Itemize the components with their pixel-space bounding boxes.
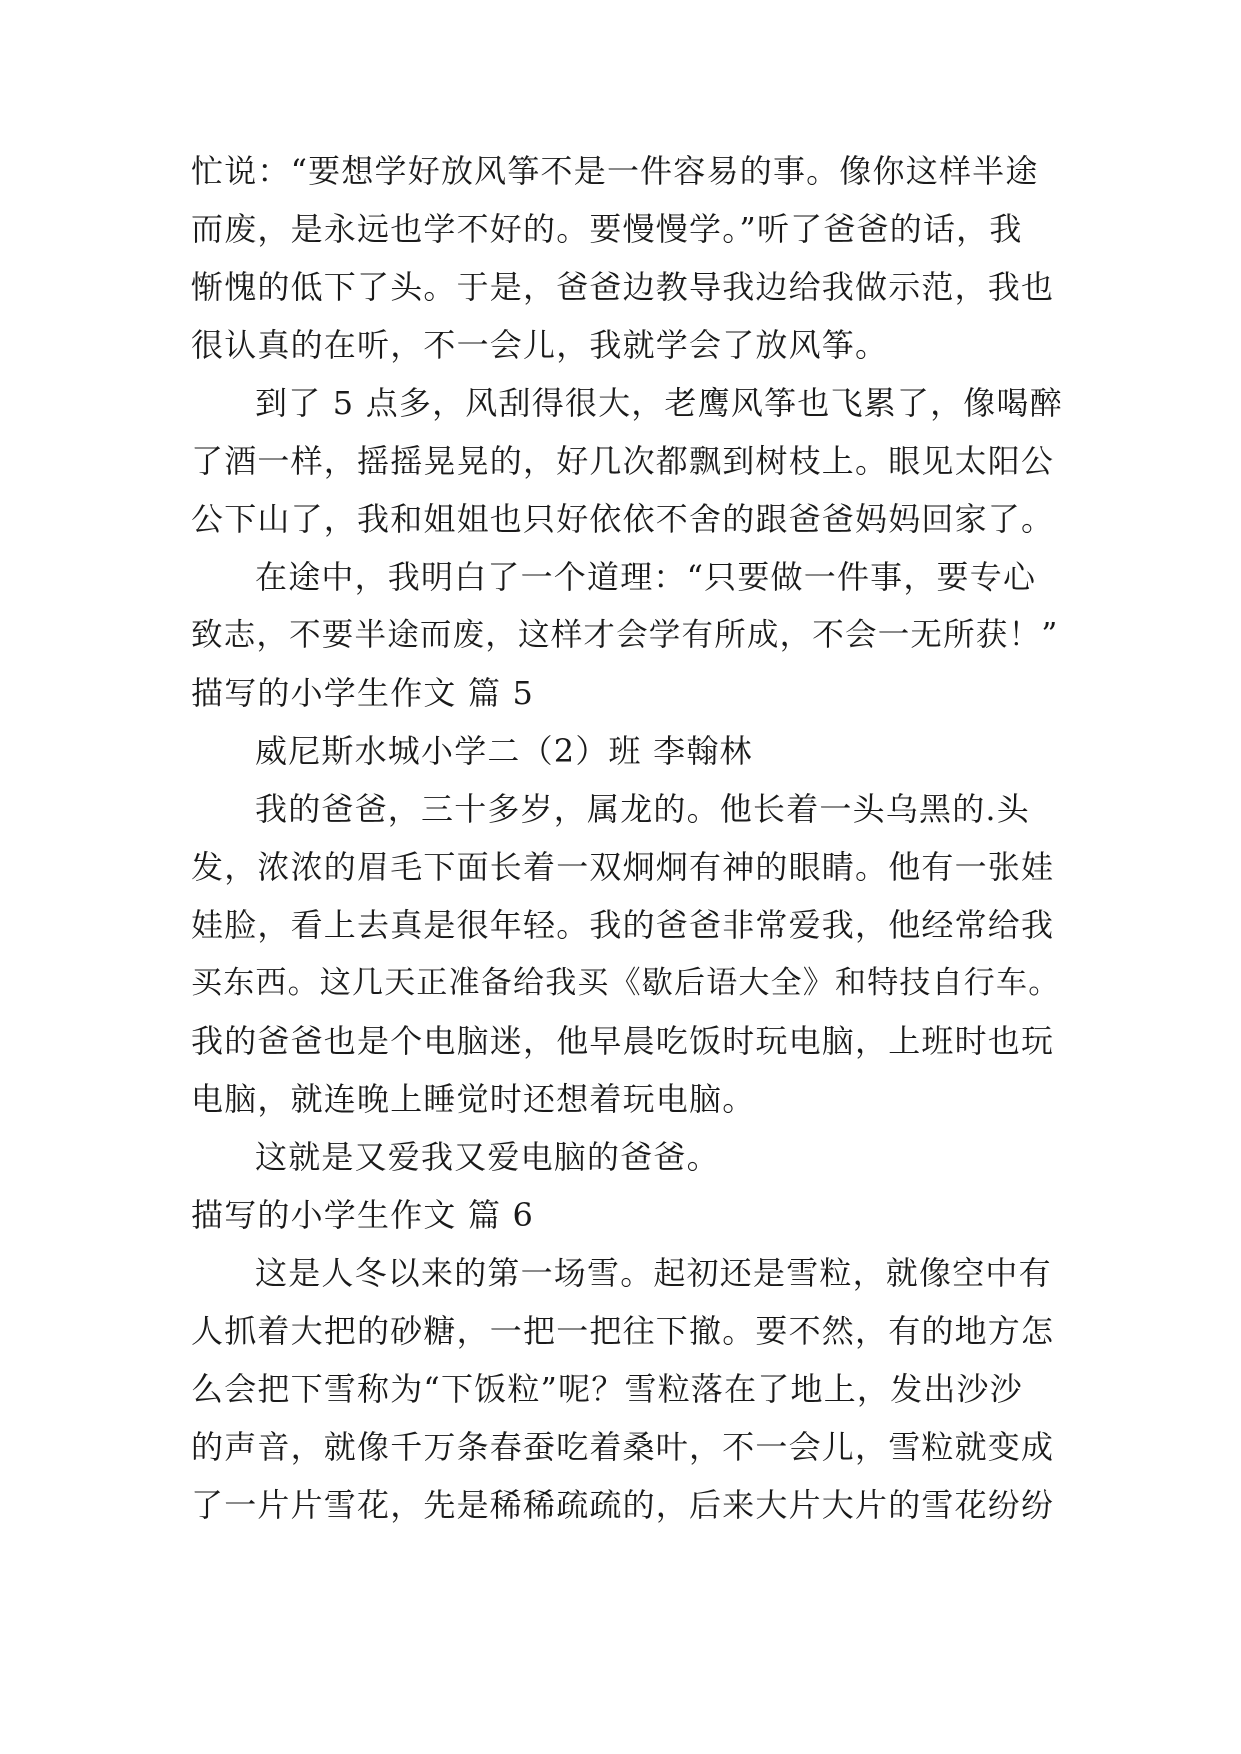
text-line: 了一片片雪花，先是稀稀疏疏的，后来大片大片的雪花纷纷 xyxy=(191,1486,1055,1524)
text-line: 么会把下雪称为“下饭粒”呢？雪粒落在了地上，发出沙沙 xyxy=(191,1370,1023,1408)
author-line: 威尼斯水城小学二（2）班 李翰林 xyxy=(255,732,753,770)
text-line: 致志，不要半途而废，这样才会学有所成，不会一无所获！” xyxy=(191,617,1059,653)
text-line: 公下山了，我和姐姐也只好依依不舍的跟爸爸妈妈回家了。 xyxy=(191,500,1055,538)
paragraph-start-line: 我的爸爸，三十多岁，属龙的。他长着一头乌黑的.头 xyxy=(255,790,1030,828)
text-line: 的声音，就像千万条春蚕吃着桑叶，不一会儿，雪粒就变成 xyxy=(191,1428,1055,1466)
paragraph-start-line: 到了 5 点多，风刮得很大，老鹰风筝也飞累了，像喝醉 xyxy=(255,384,1063,422)
text-line: 而废，是永远也学不好的。要慢慢学。”听了爸爸的话，我 xyxy=(191,210,1023,248)
section-heading: 描写的小学生作文 篇 5 xyxy=(191,674,535,712)
text-line: 买东西。这几天正准备给我买《歇后语大全》和特技自行车。 xyxy=(191,965,1061,1001)
paragraph-start-line: 这是人冬以来的第一场雪。起初还是雪粒，就像空中有 xyxy=(255,1254,1052,1292)
text-line: 很认真的在听，不一会儿，我就学会了放风筝。 xyxy=(191,326,889,364)
text-line: 娃脸，看上去真是很年轻。我的爸爸非常爱我，他经常给我 xyxy=(191,906,1055,944)
text-line: 人抓着大把的砂糖，一把一把往下撤。要不然，有的地方怎 xyxy=(191,1312,1055,1350)
text-line: 我的爸爸也是个电脑迷，他早晨吃饭时玩电脑，上班时也玩 xyxy=(191,1022,1055,1060)
text-line: 了酒一样，摇摇晃晃的，好几次都飘到树枝上。眼见太阳公 xyxy=(191,442,1055,480)
text-line: 惭愧的低下了头。于是，爸爸边教导我边给我做示范，我也 xyxy=(191,268,1055,306)
text-line: 电脑，就连晚上睡觉时还想着玩电脑。 xyxy=(191,1080,756,1118)
paragraph-start-line: 在途中，我明白了一个道理：“只要做一件事，要专心 xyxy=(255,558,1037,596)
text-line: 忙说：“要想学好放风筝不是一件容易的事。像你这样半途 xyxy=(191,152,1039,190)
text-line: 发，浓浓的眉毛下面长着一双炯炯有神的眼睛。他有一张娃 xyxy=(191,848,1055,886)
section-heading: 描写的小学生作文 篇 6 xyxy=(191,1196,535,1234)
paragraph-start-line: 这就是又爱我又爱电脑的爸爸。 xyxy=(255,1138,720,1176)
